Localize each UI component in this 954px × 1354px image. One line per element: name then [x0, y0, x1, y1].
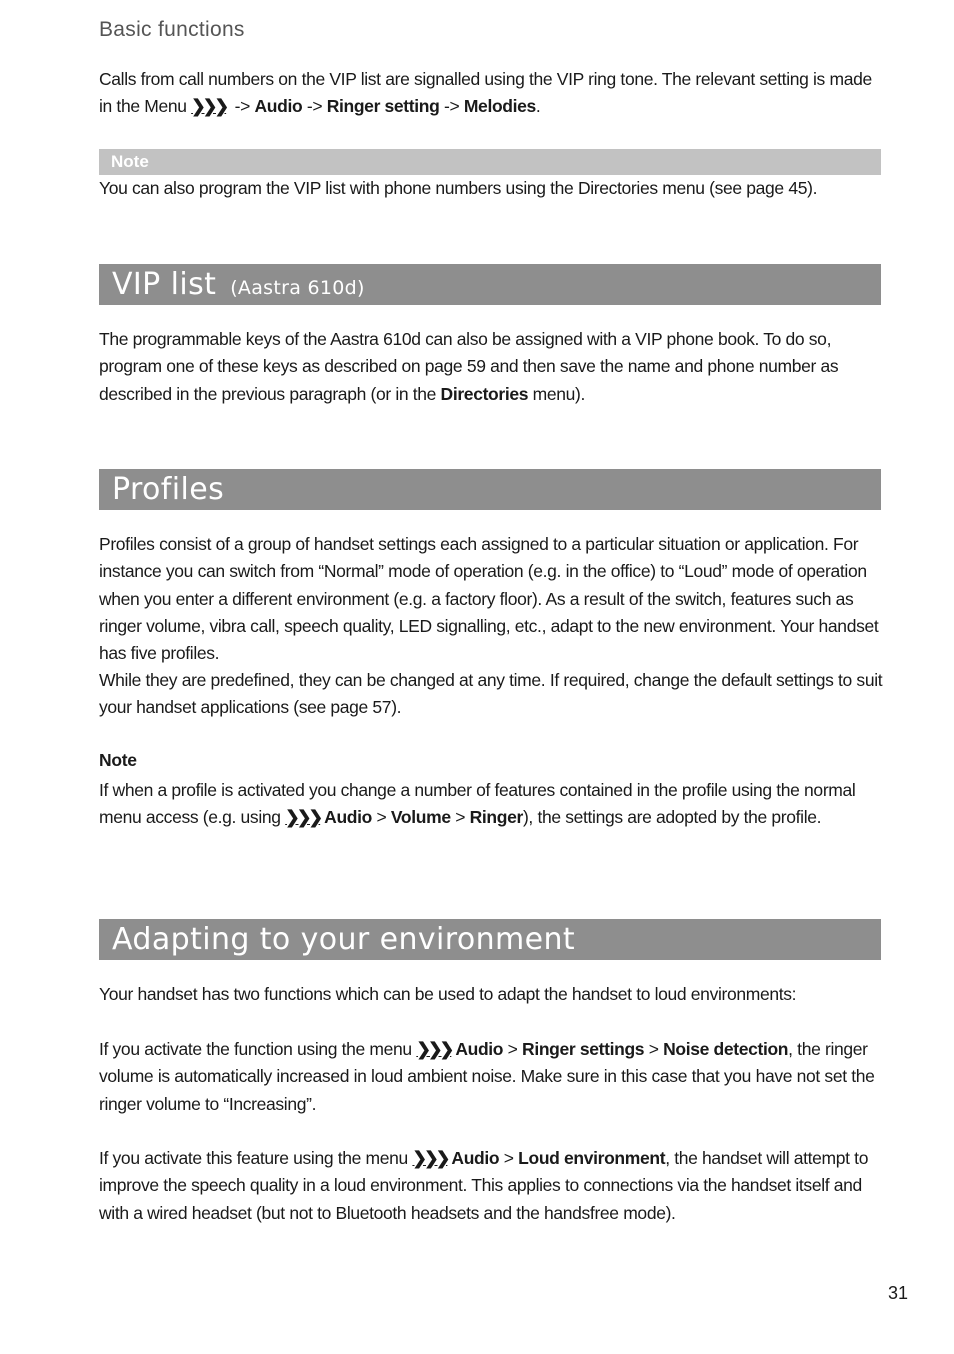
adapting-paragraph-1: Your handset has two functions which can be used to adapt the handset to loud environments:	[99, 984, 797, 1004]
menu-path-volume: Volume	[390, 807, 451, 828]
note-text-start: If when a profile is activated you change a number of features contained in the profile using the normal menu access (e.g. using	[99, 780, 856, 828]
section-header-vip-list	[99, 264, 881, 305]
profiles-paragraph-2: While they are predefined, they can be changed at any time. If required, change the default settings to suit your handset applications (see page 57).	[99, 670, 883, 718]
note-heading: Note	[99, 750, 137, 770]
vip-text: The programmable keys of the Aastra 610d can also be assigned with a VIP phone book. To do so, program one of these keys as described on page 59 and then save the name and phone number as described in the previous paragraph (or in the	[99, 329, 839, 404]
menu-path-audio: Audio	[451, 1148, 500, 1168]
menu-icon: ❯❯❯	[285, 807, 321, 828]
page-number: 31	[888, 1283, 909, 1303]
menu-path-audio: Audio	[254, 96, 303, 117]
p3-text-start: If you activate this feature using the menu	[99, 1148, 413, 1168]
adapting-paragraph-3	[99, 1145, 884, 1227]
separator: ->	[439, 96, 464, 117]
menu-path-ringer: Ringer	[469, 807, 523, 828]
menu-path-audio: Audio	[324, 807, 372, 828]
intro-text: Calls from call numbers on the VIP list are signalled using the VIP ring tone. The relevant setting is made in the Menu	[99, 69, 872, 117]
profiles-note-paragraph	[99, 777, 884, 832]
separator: >	[503, 1039, 523, 1059]
menu-icon: ❯❯❯	[416, 1039, 452, 1059]
vip-text-end: menu).	[528, 383, 586, 404]
section-header-profiles: Profiles	[99, 469, 881, 510]
menu-path-loud-environment: Loud environment	[518, 1148, 666, 1168]
profiles-paragraph-1: Profiles consist of a group of handset settings each assigned to a particular situation or application. For instance you can switch from “Normal” mode of operation (e.g. in the office) to “Loud” mode of operation when you enter a different environment (e.g. a factory floor). As a result of the switch, features such as ringer volume, vibra call, speech quality, LED signalling, etc., adapt to the new environment. Your handset has five profiles.	[99, 534, 879, 664]
menu-icon: ❯❯❯	[412, 1148, 448, 1168]
separator: ->	[302, 96, 327, 117]
note-text-end: ), the settings are adopted by the profile.	[522, 807, 822, 828]
directories-term: Directories	[440, 383, 529, 404]
menu-path-ringer-settings: Ringer settings	[522, 1039, 645, 1059]
section-title: VIP list	[112, 267, 217, 302]
note-text: You can also program the VIP list with phone numbers using the Directories menu (see page 45).	[99, 178, 818, 198]
separator: ->	[230, 96, 255, 117]
p2-text-start: If you activate the function using the menu	[99, 1039, 417, 1059]
menu-path-melodies: Melodies	[463, 96, 536, 117]
menu-path-ringer-setting: Ringer setting	[326, 96, 440, 117]
note-bar: Note	[99, 149, 881, 175]
separator: >	[371, 807, 391, 828]
menu-icon: ❯❯❯	[191, 96, 227, 117]
separator: >	[450, 807, 470, 828]
section-subtitle: (Aastra 610d)	[230, 277, 365, 299]
page-header: Basic functions	[99, 18, 245, 41]
section-header-adapting: Adapting to your environment	[99, 919, 881, 960]
p2-text-end: , the ringer volume is automatically increased in loud ambient noise. Make sure in this case that you have not set the ringer volume to “Increasing”.	[99, 1039, 875, 1114]
adapting-paragraph-2	[99, 1036, 884, 1118]
menu-path-audio: Audio	[455, 1039, 504, 1059]
separator: >	[499, 1148, 519, 1168]
intro-paragraph	[99, 66, 884, 121]
period: .	[535, 96, 541, 117]
menu-path-noise-detection: Noise detection	[663, 1039, 789, 1059]
separator: >	[644, 1039, 664, 1059]
vip-paragraph	[99, 326, 884, 408]
p3-text-end: , the handset will attempt to improve the speech quality in a loud environment. This applies to connections via the handset itself and with a wired headset (but not to Bluetooth headsets and the handsfree mode).	[99, 1148, 869, 1223]
